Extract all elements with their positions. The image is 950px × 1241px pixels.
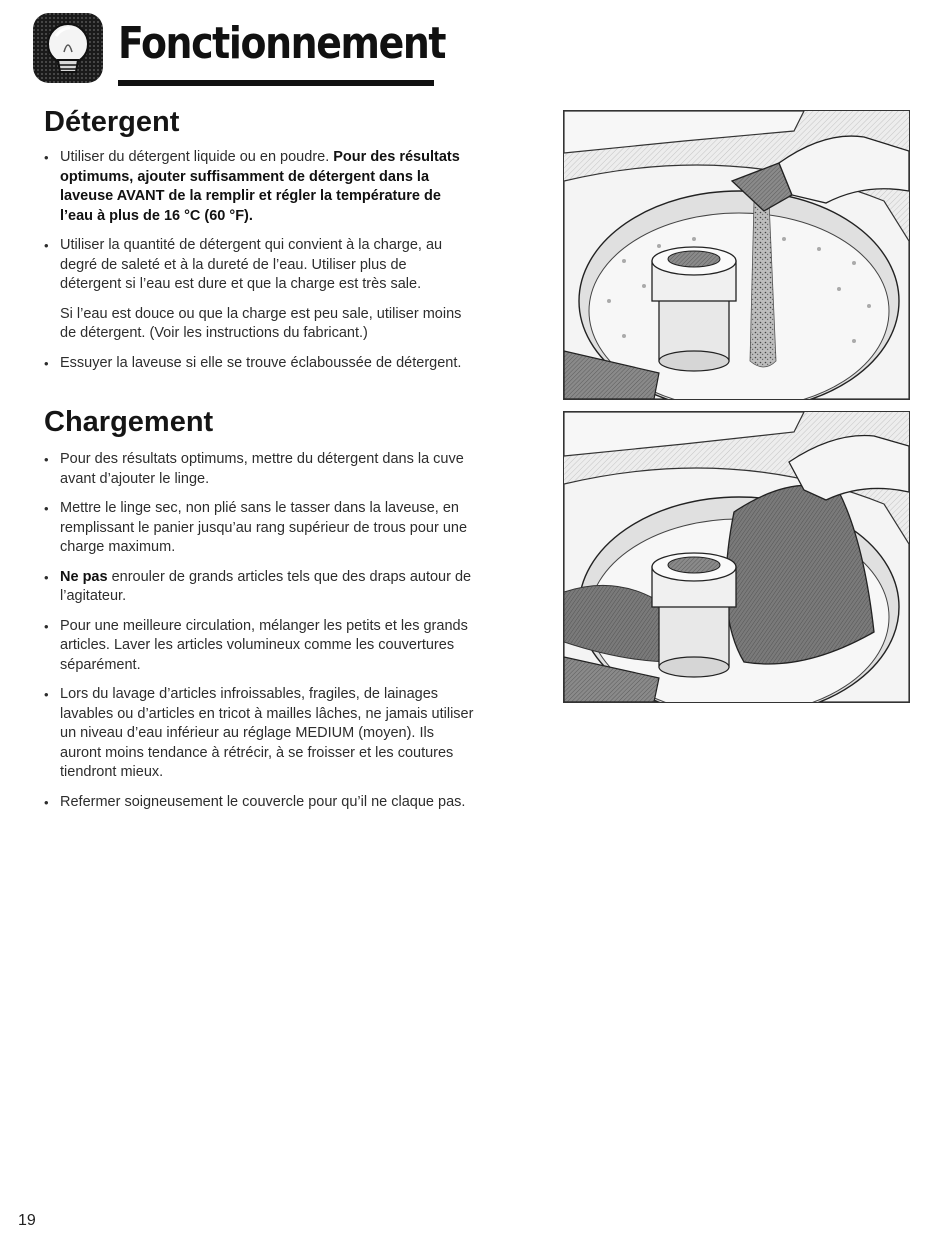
item-text: Pour des résultats optimums, mettre du détergent dans la cuve avant d’ajouter le linge. <box>60 451 464 487</box>
pouring-detergent-illustration <box>563 110 910 400</box>
list-item <box>44 236 464 295</box>
list-item <box>44 450 474 489</box>
list-item <box>44 148 464 226</box>
section-title-detergent: Détergent <box>44 106 180 138</box>
item-bold-text: Pour des résultats optimums, ajouter suffisamment de détergent dans la laveuse AVANT de la remplir et régler la température de l’eau à plus de 16 °C (60 °F). <box>60 149 460 224</box>
item-text: Lors du lavage d’articles infroissables, fragiles, de lainages lavables ou d’articles en tricot à mailles lâches, ne jamais utiliser un niveau d’eau inférieur au réglage MEDIUM (moyen). Ils auront moins tendance à rétrécir, à se froisser et les coutures tiendront mieux. <box>60 686 474 780</box>
chargement-list <box>44 450 474 822</box>
list-item <box>44 354 464 374</box>
lightbulb-icon <box>32 12 104 84</box>
title-underline <box>118 80 434 86</box>
item-text: Si l’eau est douce ou que la charge est peu sale, utiliser moins de détergent. (Voir les instructions du fabricant.) <box>60 305 462 341</box>
item-bold-text: Ne pas <box>60 568 108 585</box>
item-text: Utiliser du détergent liquide ou en poudre. <box>60 149 334 165</box>
page-title: Fonctionnement <box>118 18 446 69</box>
section-title-chargement: Chargement <box>44 406 214 438</box>
loading-laundry-illustration <box>563 411 910 703</box>
detergent-list <box>44 148 464 383</box>
list-item-note <box>44 305 464 344</box>
list-item <box>44 568 474 607</box>
item-text: enrouler de grands articles tels que des draps autour de l’agitateur. <box>60 568 472 604</box>
item-text: Refermer soigneusement le couvercle pour qu’il ne claque pas. <box>60 793 466 810</box>
item-text: Essuyer la laveuse si elle se trouve éclaboussée de détergent. <box>60 354 462 371</box>
list-item <box>44 499 474 558</box>
page-number: 19 <box>18 1212 36 1229</box>
item-text: Pour une meilleure circulation, mélanger les petits et les grands articles. Laver les articles volumineux comme les couvertures séparément. <box>60 617 468 673</box>
list-item <box>44 685 474 783</box>
list-item <box>44 617 474 676</box>
item-text: Mettre le linge sec, non plié sans le tasser dans la laveuse, en remplissant le panier jusqu’au rang supérieur de trous pour une charge maximum. <box>60 500 468 555</box>
item-text: Utiliser la quantité de détergent qui convient à la charge, au degré de saleté et à la dureté de l’eau. Utiliser plus de détergent si l’eau est dure et que la charge est très sale. <box>60 237 443 292</box>
page-header <box>32 10 446 88</box>
list-item <box>44 793 474 813</box>
